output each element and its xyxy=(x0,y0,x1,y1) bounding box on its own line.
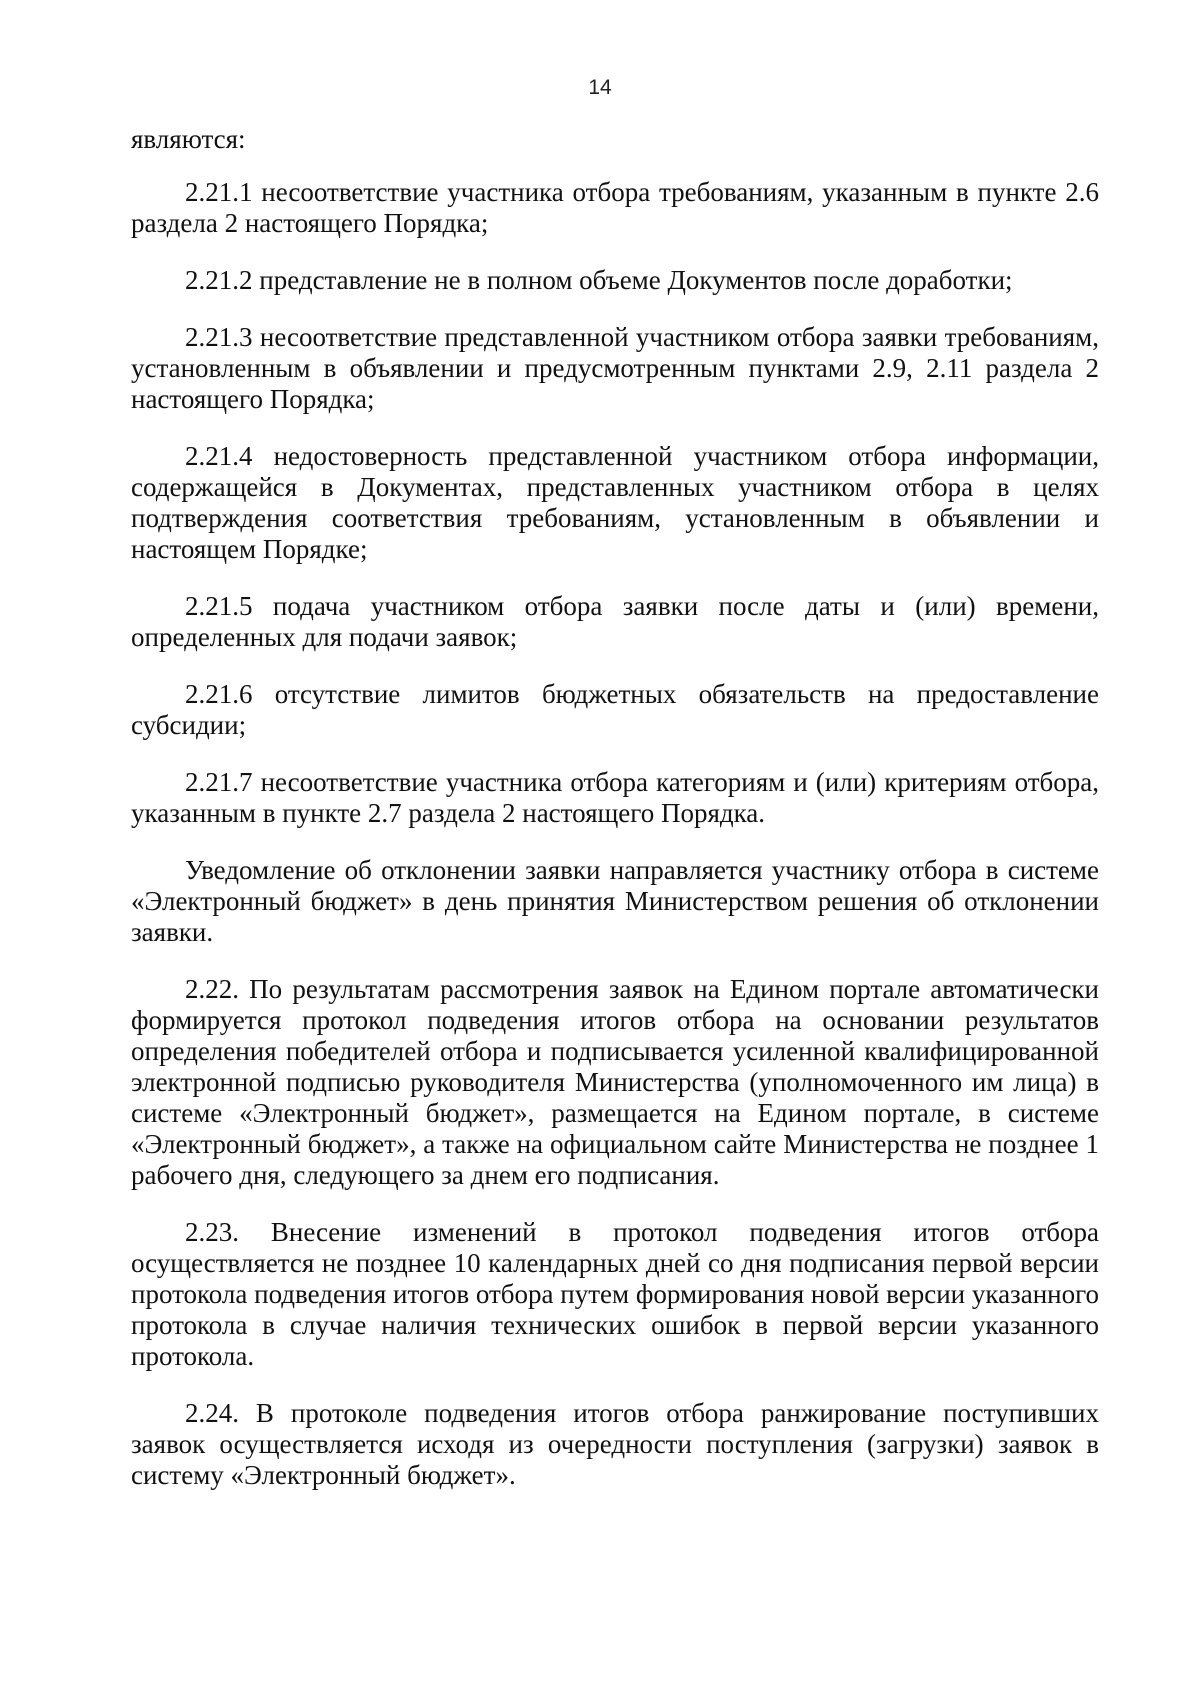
document-body xyxy=(131,124,1099,1491)
paragraph-2-21-5: 2.21.5 подача участником отбора заявки после даты и (или) времени, определенных для подачи заявок; xyxy=(131,591,1099,652)
paragraph-2-22: 2.22. По результатам рассмотрения заявок на Едином портале автоматически формируется протокол подведения итогов отбора на основании результатов определения победителей отбора и подписывается усиленной квалифицированной электронной подписью руководителя Министерства (уполномоченного им лица) в системе «Электронный бюджет», размещается на Едином портале, в системе «Электронный бюджет», а также на официальном сайте Министерства не позднее 1 рабочего дня, следующего за днем его подписания. xyxy=(131,974,1099,1190)
paragraph-notification: Уведомление об отклонении заявки направляется участнику отбора в системе «Электронный бюджет» в день принятия Министерством решения об отклонении заявки. xyxy=(131,855,1099,947)
lead-text: являются: xyxy=(131,124,246,154)
paragraph-2-23: 2.23. Внесение изменений в протокол подведения итогов отбора осуществляется не позднее 10 календарных дней со дня подписания первой версии протокола подведения итогов отбора путем формирования новой версии указанного протокола в случае наличия технических ошибок в первой версии указанного протокола. xyxy=(131,1217,1099,1371)
paragraph-2-21-2: 2.21.2 представление не в полном объеме Документов после доработки; xyxy=(185,265,1013,295)
paragraph-2-21-7: 2.21.7 несоответствие участника отбора категориям и (или) критериям отбора, указанным в пункте 2.7 раздела 2 настоящего Порядка. xyxy=(131,767,1099,828)
paragraph-2-21-3: 2.21.3 несоответствие представленной участником отбора заявки требованиям, установленным в объявлении и предусмотренным пунктами 2.9, 2.11 раздела 2 настоящего Порядка; xyxy=(131,322,1099,414)
paragraph-2-24: 2.24. В протоколе подведения итогов отбора ранжирование поступивших заявок осуществляется исходя из очередности поступления (загрузки) заявок в систему «Электронный бюджет». xyxy=(131,1398,1099,1490)
paragraph-2-21-1: 2.21.1 несоответствие участника отбора требованиям, указанным в пункте 2.6 раздела 2 настоящего Порядка; xyxy=(131,177,1099,238)
page-number: 14 xyxy=(588,76,612,99)
paragraph-2-21-6: 2.21.6 отсутствие лимитов бюджетных обязательств на предоставление субсидии; xyxy=(131,679,1099,740)
paragraph-2-21-4: 2.21.4 недостоверность представленной участником отбора информации, содержащейся в Документах, представленных участником отбора в целях подтверждения соответствия требованиям, установленным в объявлении и настоящем Порядке; xyxy=(131,441,1099,564)
